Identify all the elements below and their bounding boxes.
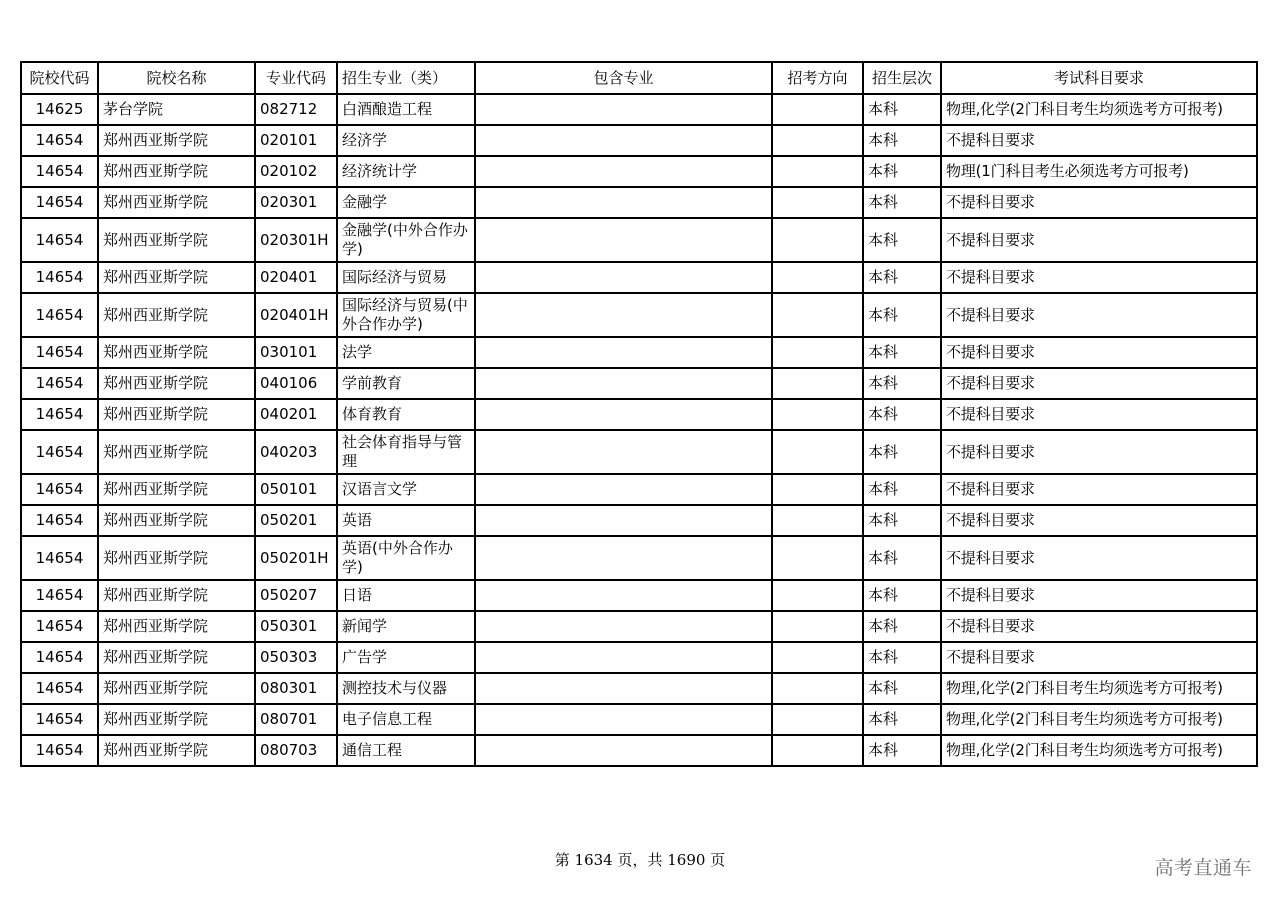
table-row	[21, 536, 1257, 580]
cell-school-code: 14654	[21, 262, 98, 293]
table-row	[21, 94, 1257, 125]
header-major-code: 专业代码	[255, 62, 337, 94]
cell-level: 本科	[863, 156, 941, 187]
cell-included-majors	[475, 156, 772, 187]
cell-included-majors	[475, 642, 772, 673]
cell-direction	[772, 673, 863, 704]
cell-school-code: 14654	[21, 580, 98, 611]
cell-school-name: 郑州西亚斯学院	[98, 125, 255, 156]
cell-level: 本科	[863, 293, 941, 337]
cell-direction	[772, 125, 863, 156]
cell-school-code: 14654	[21, 474, 98, 505]
cell-included-majors	[475, 399, 772, 430]
cell-included-majors	[475, 337, 772, 368]
header-school-code: 院校代码	[21, 62, 98, 94]
cell-school-name: 郑州西亚斯学院	[98, 293, 255, 337]
cell-major-code: 030101	[255, 337, 337, 368]
table-row	[21, 156, 1257, 187]
cell-major: 经济学	[337, 125, 475, 156]
cell-school-code: 14654	[21, 293, 98, 337]
cell-included-majors	[475, 580, 772, 611]
table-row	[21, 735, 1257, 766]
cell-major: 汉语言文学	[337, 474, 475, 505]
cell-major-code: 020401	[255, 262, 337, 293]
cell-school-code: 14625	[21, 94, 98, 125]
cell-major: 英语(中外合作办学)	[337, 536, 475, 580]
cell-level: 本科	[863, 262, 941, 293]
table-row	[21, 611, 1257, 642]
cell-major: 国际经济与贸易	[337, 262, 475, 293]
cell-direction	[772, 399, 863, 430]
cell-requirement: 不提科目要求	[941, 368, 1257, 399]
cell-included-majors	[475, 735, 772, 766]
cell-level: 本科	[863, 505, 941, 536]
header-requirement: 考试科目要求	[941, 62, 1257, 94]
cell-school-name: 郑州西亚斯学院	[98, 704, 255, 735]
cell-requirement: 不提科目要求	[941, 642, 1257, 673]
admission-table	[20, 61, 1258, 767]
cell-direction	[772, 580, 863, 611]
cell-included-majors	[475, 673, 772, 704]
cell-direction	[772, 293, 863, 337]
cell-school-name: 郑州西亚斯学院	[98, 337, 255, 368]
cell-school-name: 郑州西亚斯学院	[98, 642, 255, 673]
cell-school-code: 14654	[21, 505, 98, 536]
cell-school-code: 14654	[21, 368, 98, 399]
cell-school-code: 14654	[21, 399, 98, 430]
cell-requirement: 不提科目要求	[941, 430, 1257, 474]
table-row	[21, 505, 1257, 536]
cell-school-name: 郑州西亚斯学院	[98, 673, 255, 704]
cell-major-code: 050201	[255, 505, 337, 536]
cell-school-name: 郑州西亚斯学院	[98, 399, 255, 430]
cell-requirement: 不提科目要求	[941, 505, 1257, 536]
cell-school-code: 14654	[21, 125, 98, 156]
cell-major-code: 050303	[255, 642, 337, 673]
cell-level: 本科	[863, 704, 941, 735]
cell-major: 学前教育	[337, 368, 475, 399]
cell-school-name: 郑州西亚斯学院	[98, 156, 255, 187]
cell-direction	[772, 218, 863, 262]
cell-major: 日语	[337, 580, 475, 611]
cell-school-name: 郑州西亚斯学院	[98, 474, 255, 505]
cell-level: 本科	[863, 94, 941, 125]
table-row	[21, 704, 1257, 735]
cell-requirement: 不提科目要求	[941, 293, 1257, 337]
cell-included-majors	[475, 430, 772, 474]
cell-direction	[772, 368, 863, 399]
cell-school-code: 14654	[21, 735, 98, 766]
cell-school-name: 郑州西亚斯学院	[98, 580, 255, 611]
header-row	[21, 62, 1257, 94]
cell-included-majors	[475, 94, 772, 125]
table-row	[21, 337, 1257, 368]
cell-level: 本科	[863, 368, 941, 399]
cell-direction	[772, 611, 863, 642]
cell-direction	[772, 156, 863, 187]
cell-school-name: 郑州西亚斯学院	[98, 262, 255, 293]
cell-school-code: 14654	[21, 337, 98, 368]
cell-requirement: 不提科目要求	[941, 611, 1257, 642]
cell-school-code: 14654	[21, 430, 98, 474]
cell-level: 本科	[863, 430, 941, 474]
cell-requirement: 物理,化学(2门科目考生均须选考方可报考)	[941, 673, 1257, 704]
cell-major-code: 040201	[255, 399, 337, 430]
cell-major-code: 082712	[255, 94, 337, 125]
cell-direction	[772, 704, 863, 735]
cell-requirement: 物理,化学(2门科目考生均须选考方可报考)	[941, 704, 1257, 735]
cell-requirement: 不提科目要求	[941, 125, 1257, 156]
cell-major-code: 020102	[255, 156, 337, 187]
cell-requirement: 物理(1门科目考生必须选考方可报考)	[941, 156, 1257, 187]
cell-requirement: 不提科目要求	[941, 536, 1257, 580]
cell-direction	[772, 187, 863, 218]
cell-major: 广告学	[337, 642, 475, 673]
cell-requirement: 不提科目要求	[941, 474, 1257, 505]
table-row	[21, 218, 1257, 262]
cell-requirement: 不提科目要求	[941, 580, 1257, 611]
cell-school-name: 郑州西亚斯学院	[98, 187, 255, 218]
cell-requirement: 不提科目要求	[941, 218, 1257, 262]
cell-major: 新闻学	[337, 611, 475, 642]
cell-school-name: 郑州西亚斯学院	[98, 735, 255, 766]
cell-major: 通信工程	[337, 735, 475, 766]
cell-requirement: 不提科目要求	[941, 399, 1257, 430]
page-number: 第 1634 页，共 1690 页	[554, 851, 726, 869]
cell-school-code: 14654	[21, 642, 98, 673]
table-row	[21, 368, 1257, 399]
cell-major-code: 020401H	[255, 293, 337, 337]
table-body	[21, 94, 1257, 766]
cell-school-name: 茅台学院	[98, 94, 255, 125]
cell-school-name: 郑州西亚斯学院	[98, 611, 255, 642]
table-row	[21, 474, 1257, 505]
cell-included-majors	[475, 218, 772, 262]
cell-level: 本科	[863, 125, 941, 156]
cell-level: 本科	[863, 580, 941, 611]
cell-direction	[772, 536, 863, 580]
cell-requirement: 不提科目要求	[941, 187, 1257, 218]
cell-major-code: 040106	[255, 368, 337, 399]
cell-level: 本科	[863, 611, 941, 642]
header-level: 招生层次	[863, 62, 941, 94]
cell-requirement: 物理,化学(2门科目考生均须选考方可报考)	[941, 94, 1257, 125]
cell-major-code: 080701	[255, 704, 337, 735]
cell-school-code: 14654	[21, 673, 98, 704]
cell-included-majors	[475, 505, 772, 536]
cell-major: 英语	[337, 505, 475, 536]
cell-school-name: 郑州西亚斯学院	[98, 368, 255, 399]
cell-requirement: 不提科目要求	[941, 262, 1257, 293]
cell-direction	[772, 337, 863, 368]
cell-major-code: 020101	[255, 125, 337, 156]
cell-included-majors	[475, 474, 772, 505]
header-major: 招生专业（类）	[337, 62, 475, 94]
cell-level: 本科	[863, 399, 941, 430]
cell-direction	[772, 430, 863, 474]
table-row	[21, 262, 1257, 293]
cell-school-code: 14654	[21, 156, 98, 187]
cell-direction	[772, 735, 863, 766]
cell-major: 社会体育指导与管理	[337, 430, 475, 474]
header-school-name: 院校名称	[98, 62, 255, 94]
header-included-majors: 包含专业	[475, 62, 772, 94]
table-row	[21, 430, 1257, 474]
cell-direction	[772, 262, 863, 293]
cell-level: 本科	[863, 673, 941, 704]
cell-level: 本科	[863, 337, 941, 368]
cell-level: 本科	[863, 474, 941, 505]
cell-included-majors	[475, 704, 772, 735]
cell-school-name: 郑州西亚斯学院	[98, 505, 255, 536]
cell-school-code: 14654	[21, 218, 98, 262]
cell-school-code: 14654	[21, 187, 98, 218]
cell-level: 本科	[863, 642, 941, 673]
header-direction: 招考方向	[772, 62, 863, 94]
cell-included-majors	[475, 536, 772, 580]
cell-direction	[772, 474, 863, 505]
cell-major-code: 020301	[255, 187, 337, 218]
cell-included-majors	[475, 187, 772, 218]
table-row	[21, 293, 1257, 337]
table-row	[21, 399, 1257, 430]
cell-major-code: 050301	[255, 611, 337, 642]
cell-major: 金融学(中外合作办学)	[337, 218, 475, 262]
cell-major-code: 040203	[255, 430, 337, 474]
cell-major-code: 050101	[255, 474, 337, 505]
cell-major-code: 050207	[255, 580, 337, 611]
cell-level: 本科	[863, 218, 941, 262]
cell-school-name: 郑州西亚斯学院	[98, 218, 255, 262]
cell-direction	[772, 94, 863, 125]
cell-major-code: 050201H	[255, 536, 337, 580]
table-row	[21, 642, 1257, 673]
cell-major: 体育教育	[337, 399, 475, 430]
watermark-text: 高考直通车	[1154, 857, 1252, 879]
cell-included-majors	[475, 125, 772, 156]
cell-major-code: 080703	[255, 735, 337, 766]
cell-major: 国际经济与贸易(中外合作办学)	[337, 293, 475, 337]
table-row	[21, 187, 1257, 218]
cell-major-code: 080301	[255, 673, 337, 704]
cell-major-code: 020301H	[255, 218, 337, 262]
cell-level: 本科	[863, 536, 941, 580]
cell-level: 本科	[863, 735, 941, 766]
cell-school-name: 郑州西亚斯学院	[98, 430, 255, 474]
cell-major: 测控技术与仪器	[337, 673, 475, 704]
cell-requirement: 物理,化学(2门科目考生均须选考方可报考)	[941, 735, 1257, 766]
cell-direction	[772, 642, 863, 673]
cell-school-code: 14654	[21, 536, 98, 580]
cell-school-code: 14654	[21, 611, 98, 642]
cell-school-code: 14654	[21, 704, 98, 735]
cell-included-majors	[475, 368, 772, 399]
cell-school-name: 郑州西亚斯学院	[98, 536, 255, 580]
table-row	[21, 673, 1257, 704]
cell-included-majors	[475, 611, 772, 642]
cell-major: 法学	[337, 337, 475, 368]
cell-requirement: 不提科目要求	[941, 337, 1257, 368]
cell-major: 电子信息工程	[337, 704, 475, 735]
cell-major: 白酒酿造工程	[337, 94, 475, 125]
cell-included-majors	[475, 262, 772, 293]
table-row	[21, 125, 1257, 156]
cell-included-majors	[475, 293, 772, 337]
cell-major: 金融学	[337, 187, 475, 218]
table-row	[21, 580, 1257, 611]
cell-level: 本科	[863, 187, 941, 218]
cell-direction	[772, 505, 863, 536]
cell-major: 经济统计学	[337, 156, 475, 187]
